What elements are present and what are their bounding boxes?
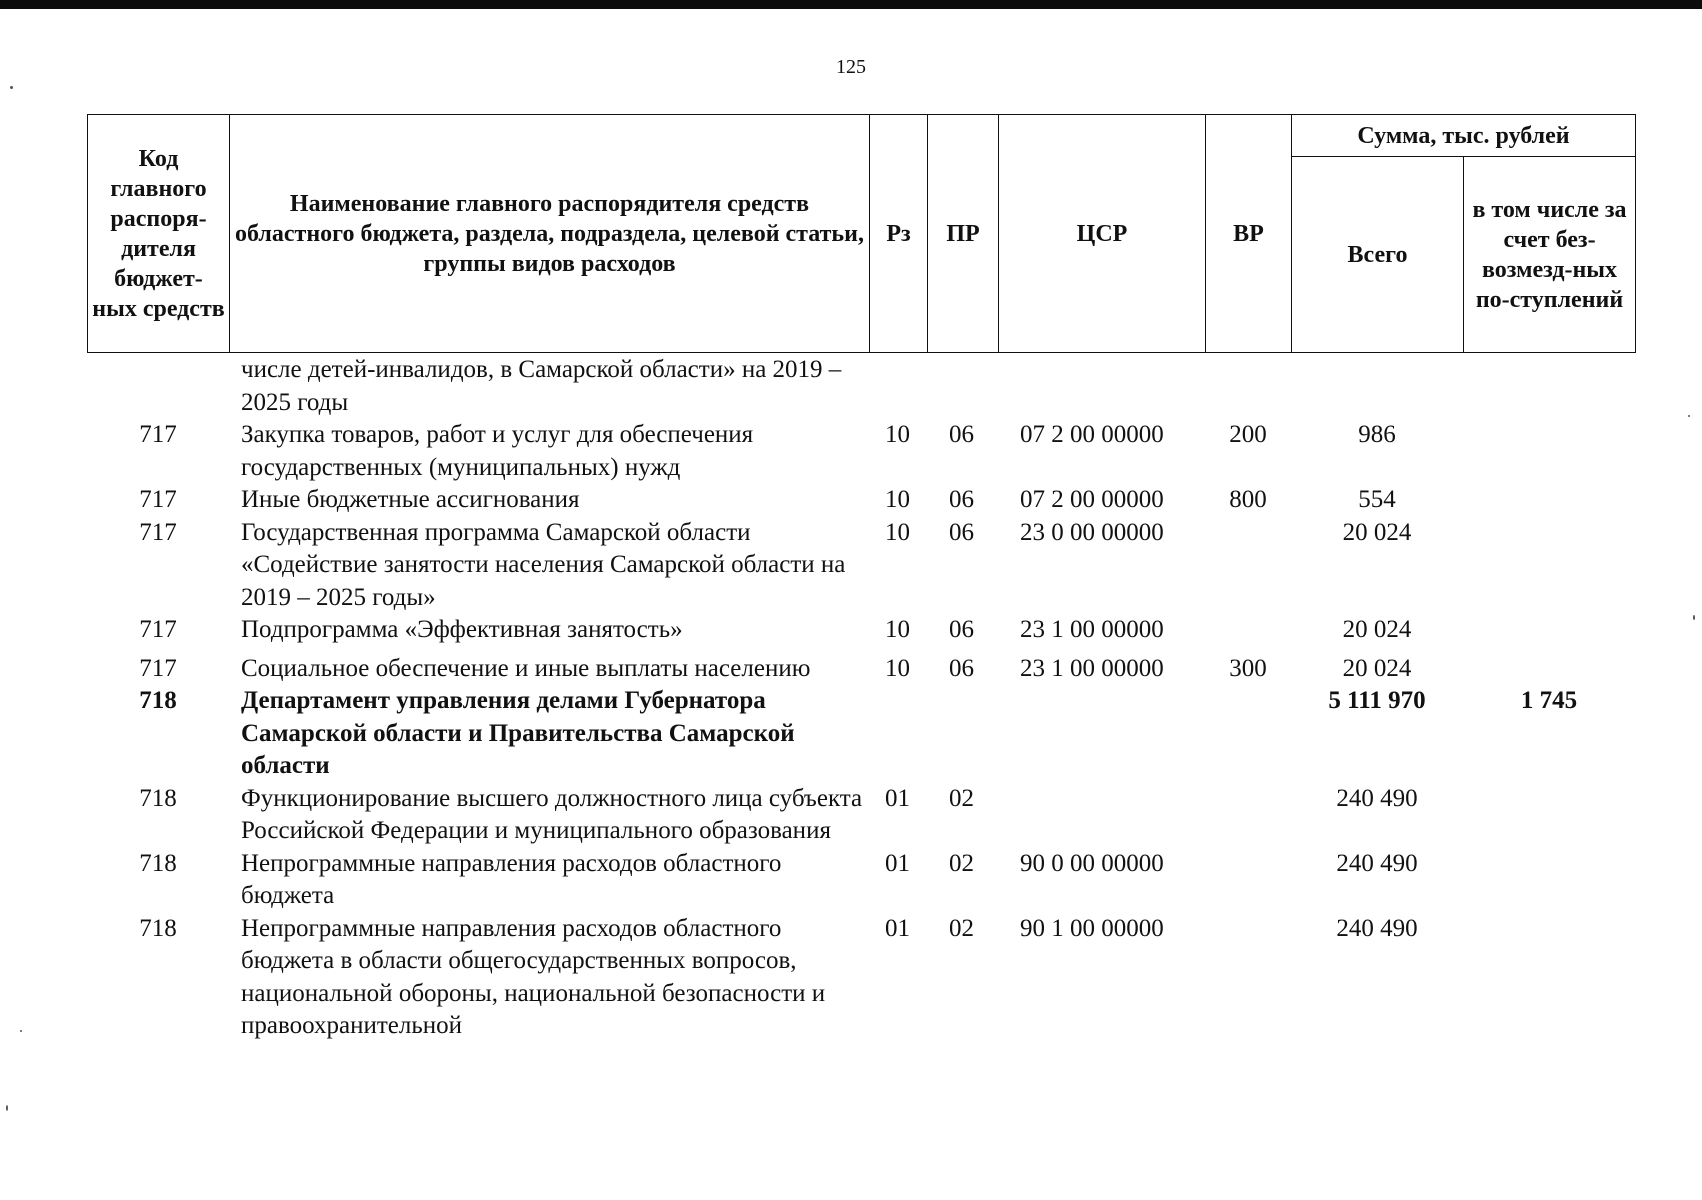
row-vr <box>1205 614 1291 647</box>
row-rz: 10 <box>885 421 910 448</box>
table-row <box>87 647 1635 686</box>
table-body <box>87 354 1635 1043</box>
row-pr: 02 <box>949 849 974 877</box>
scan-speck <box>1693 615 1695 620</box>
row-name: числе детей-инвалидов, в Самарской области» на 2019 – 2025 годы <box>241 356 842 416</box>
row-csr: 07 2 00 00000 <box>1020 421 1164 448</box>
row-grant <box>1463 647 1635 686</box>
row-grant <box>1463 783 1635 848</box>
table-row <box>87 614 1635 647</box>
row-grant: 1 745 <box>1520 687 1578 714</box>
row-rz: 10 <box>885 486 910 513</box>
scan-speck <box>20 1030 22 1032</box>
row-code: 717 <box>139 518 177 546</box>
row-total: 986 <box>1358 421 1396 448</box>
row-rz: 01 <box>885 849 910 877</box>
row-vr <box>1205 354 1291 419</box>
row-csr <box>998 354 1205 419</box>
row-rz: 10 <box>885 518 910 546</box>
table-row <box>87 913 1635 1043</box>
top-border-rule <box>0 0 1702 9</box>
row-grant <box>1463 848 1635 913</box>
row-code <box>87 354 229 419</box>
row-grant <box>1463 614 1635 647</box>
header-csr: ЦСР <box>999 115 1206 353</box>
row-pr: 06 <box>949 486 974 513</box>
row-code: 717 <box>139 486 177 513</box>
row-csr <box>998 685 1205 783</box>
header-code: Код главного распоря-дителя бюджет-ных средств <box>88 115 230 353</box>
row-code: 717 <box>139 421 177 448</box>
row-rz: 10 <box>885 654 910 682</box>
row-rz <box>869 685 927 783</box>
table-row <box>87 419 1635 484</box>
row-code: 718 <box>139 784 177 812</box>
row-vr: 800 <box>1229 486 1267 513</box>
row-name: Государственная программа Самарской области «Содействие занятости населения Самарской области на 2019 – 2025 годы» <box>241 518 846 611</box>
row-vr: 200 <box>1229 421 1267 448</box>
header-grant: в том числе за счет без-возмезд-ных по-ступлений <box>1464 157 1636 353</box>
row-rz <box>869 354 927 419</box>
row-name: Закупка товаров, работ и услуг для обеспечения государственных (муниципальных) нужд <box>241 421 754 481</box>
table-row <box>87 354 1635 419</box>
table-row <box>87 848 1635 913</box>
row-vr <box>1205 848 1291 913</box>
row-code: 717 <box>139 654 177 682</box>
row-csr: 07 2 00 00000 <box>1020 486 1164 513</box>
table-row <box>87 517 1635 615</box>
row-name: Непрограммные направления расходов областного бюджета в области общегосударственных вопросов, национальной обороны, национальной безопасности и правоохранительной <box>241 914 826 1039</box>
table-row <box>87 685 1635 783</box>
row-rz: 01 <box>885 914 910 942</box>
row-csr: 90 1 00 00000 <box>1020 914 1164 942</box>
row-pr <box>927 685 998 783</box>
scan-speck <box>10 86 13 89</box>
row-vr <box>1205 517 1291 615</box>
row-pr: 06 <box>949 421 974 448</box>
header-name: Наименование главного распорядителя средств областного бюджета, раздела, подраздела, целевой статьи, группы видов расходов <box>230 115 870 353</box>
row-name: Непрограммные направления расходов областного бюджета <box>241 849 782 909</box>
row-pr: 02 <box>949 784 974 812</box>
row-total: 240 490 <box>1336 784 1418 812</box>
scan-speck <box>6 1105 8 1111</box>
header-pr: ПР <box>928 115 999 353</box>
row-total: 240 490 <box>1336 914 1418 942</box>
row-grant <box>1463 913 1635 1043</box>
row-code: 718 <box>139 914 177 942</box>
row-vr <box>1205 913 1291 1043</box>
header-total: Всего <box>1292 157 1464 353</box>
row-csr: 90 0 00 00000 <box>1020 849 1164 877</box>
row-name: Департамент управления делами Губернатора Самарской области и Правительства Самарской области <box>241 687 795 779</box>
row-pr <box>927 354 998 419</box>
header-vr: ВР <box>1206 115 1292 353</box>
row-name: Иные бюджетные ассигнования <box>241 486 580 513</box>
page-number: 125 <box>836 56 866 78</box>
row-name: Подпрограмма «Эффективная занятость» <box>241 616 683 643</box>
row-total: 20 024 <box>1342 518 1412 546</box>
row-total: 240 490 <box>1336 849 1418 877</box>
row-csr: 23 1 00 00000 <box>1020 616 1164 643</box>
row-code: 718 <box>139 849 177 877</box>
table-header <box>87 114 1636 353</box>
row-vr <box>1205 783 1291 848</box>
row-csr <box>998 783 1205 848</box>
row-total: 20 024 <box>1342 654 1412 682</box>
row-total <box>1291 354 1463 419</box>
header-rz: Рз <box>870 115 928 353</box>
row-csr: 23 0 00 00000 <box>1020 518 1164 546</box>
row-csr: 23 1 00 00000 <box>1020 654 1164 682</box>
row-pr: 06 <box>949 518 974 546</box>
row-vr: 300 <box>1229 654 1267 682</box>
row-rz: 01 <box>885 784 910 812</box>
row-total: 20 024 <box>1342 616 1412 643</box>
row-grant <box>1463 484 1635 517</box>
row-rz: 10 <box>885 616 910 643</box>
row-vr <box>1205 685 1291 783</box>
header-sum-group: Сумма, тыс. рублей <box>1292 115 1636 157</box>
row-pr: 06 <box>949 616 974 643</box>
row-code: 717 <box>139 616 177 643</box>
row-grant <box>1463 354 1635 419</box>
row-name: Функционирование высшего должностного лица субъекта Российской Федерации и муниципального образования <box>241 784 863 844</box>
row-name: Социальное обеспечение и иные выплаты населению <box>241 654 811 682</box>
scan-speck <box>1688 415 1690 417</box>
row-pr: 06 <box>949 654 974 682</box>
table-row <box>87 484 1635 517</box>
row-grant <box>1463 419 1635 484</box>
row-grant <box>1463 517 1635 615</box>
row-total: 554 <box>1358 486 1396 513</box>
row-code: 718 <box>139 687 177 714</box>
table-row <box>87 783 1635 848</box>
row-pr: 02 <box>949 914 974 942</box>
row-total: 5 111 970 <box>1328 687 1426 714</box>
